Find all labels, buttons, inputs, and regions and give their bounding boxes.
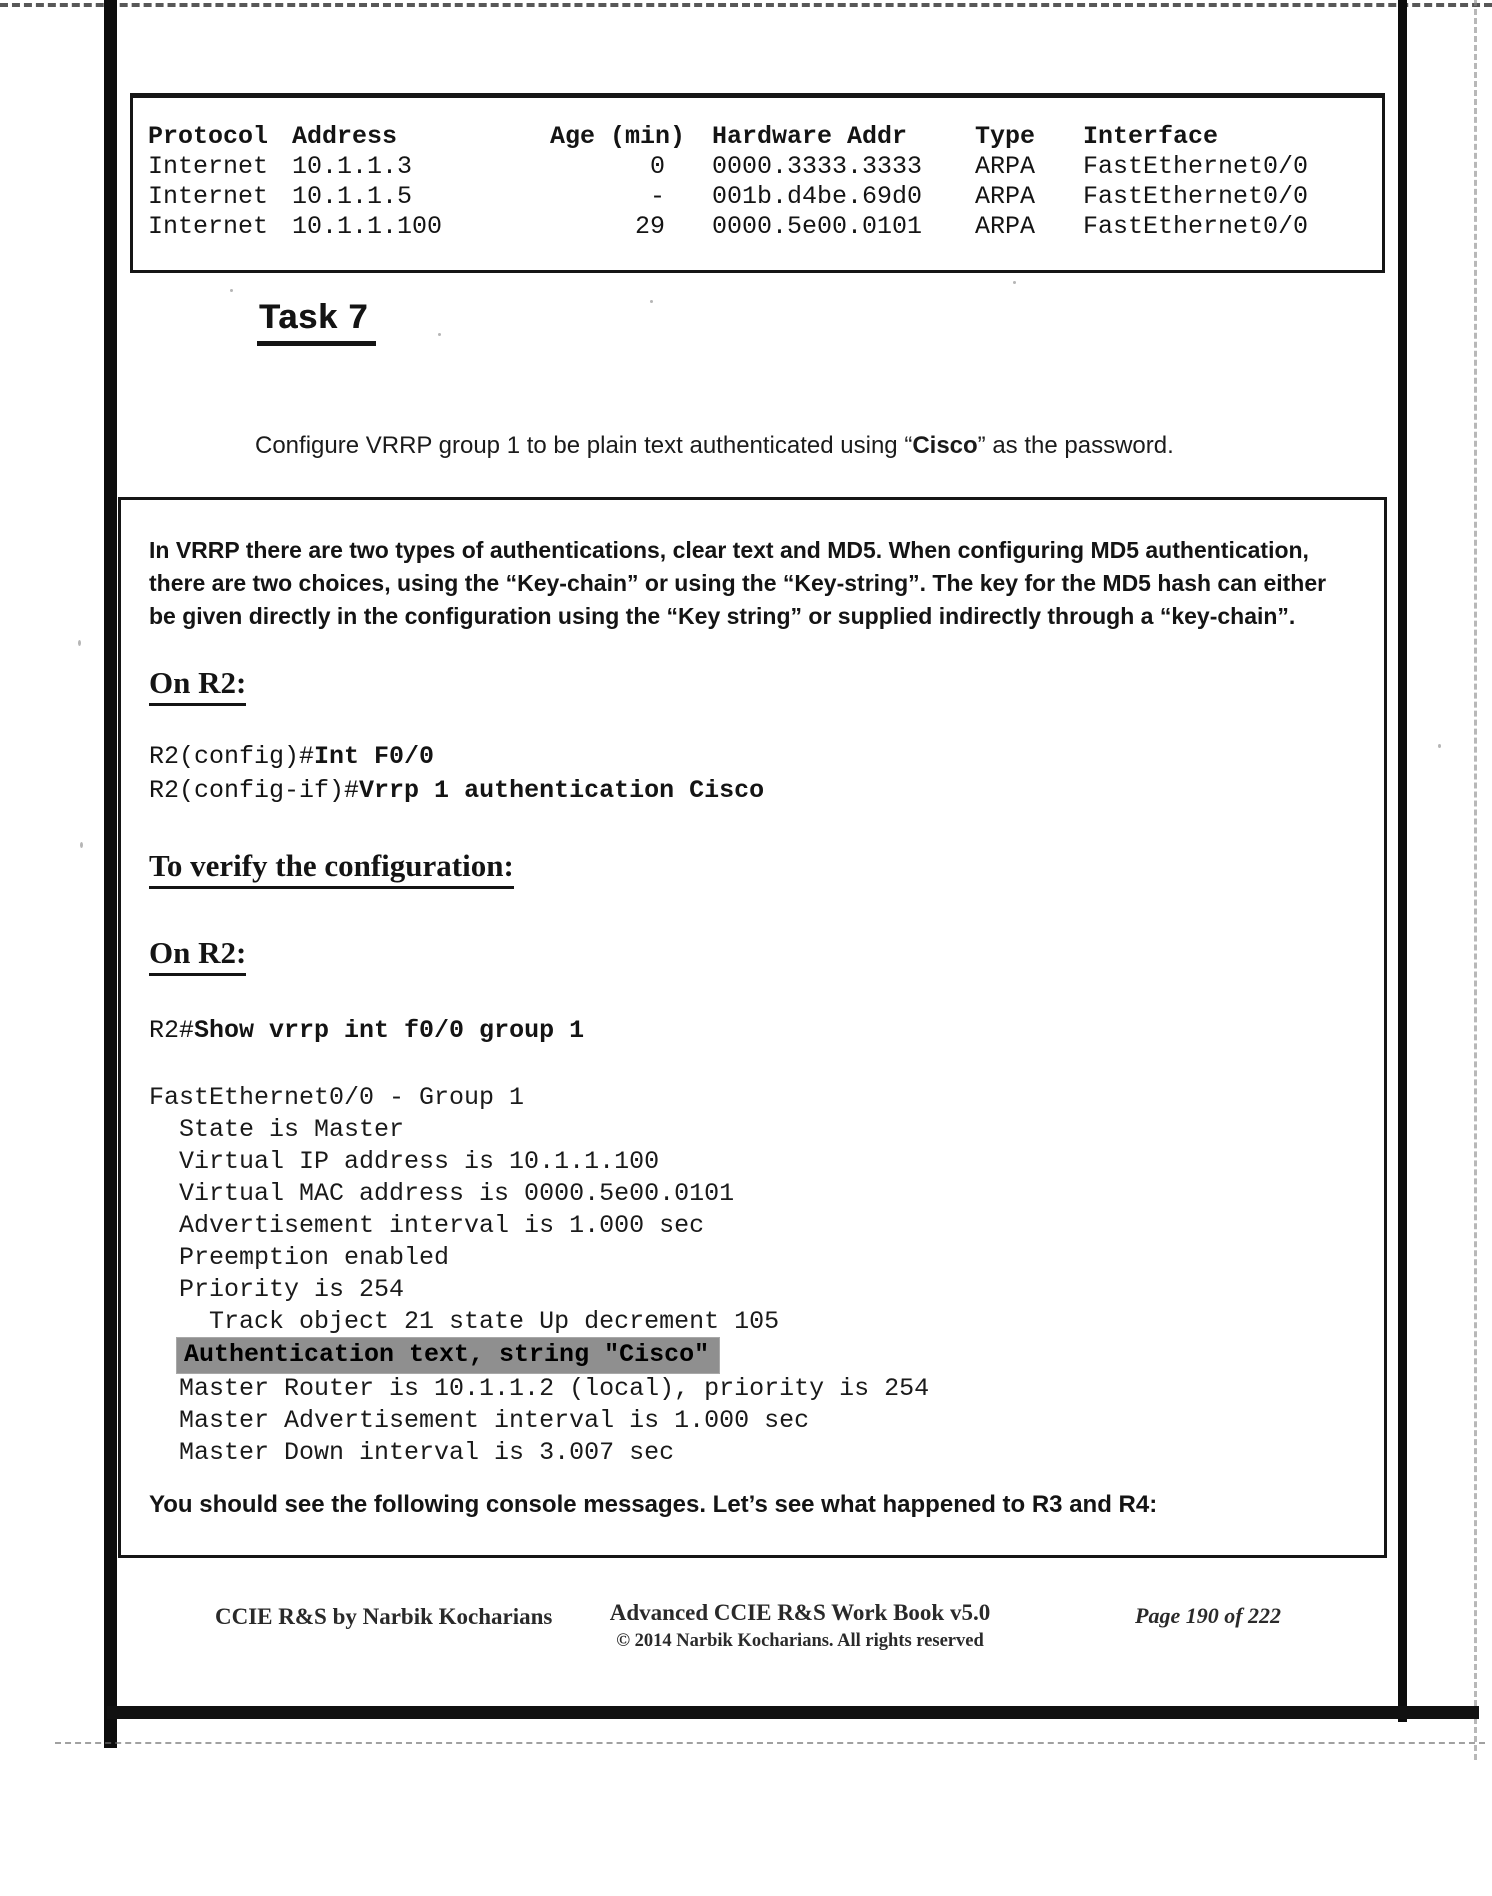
cli-prompt: R2#: [149, 1016, 195, 1045]
table-cell: FastEthernet0/0: [1083, 182, 1309, 211]
footer-book-info: [590, 1600, 1010, 1652]
table-cell: 29: [634, 212, 665, 241]
scan-speckle: [230, 289, 233, 292]
solution-box: [118, 497, 1387, 1558]
section-heading-text: On R2:: [149, 665, 246, 706]
table-cell: 0: [649, 152, 665, 181]
cli-prompt: R2(config-if)#: [149, 776, 360, 805]
output-line: FastEthernet0/0 - Group 1: [149, 1083, 525, 1112]
output-line: Preemption enabled: [149, 1243, 450, 1272]
output-line: Virtual IP address is 10.1.1.100: [149, 1147, 660, 1176]
show-vrrp-output: [149, 1082, 1354, 1469]
config-commands: [149, 740, 1354, 808]
task-description-text: Configure VRRP group 1 to be plain text authenticated using “: [255, 432, 913, 459]
cli-command: Vrrp 1 authentication Cisco: [359, 776, 765, 805]
code-line: [149, 740, 1354, 774]
output-line: [149, 1338, 1354, 1373]
output-line: Track object 21 state Up decrement 105: [149, 1307, 780, 1336]
footer-copyright: © 2014 Narbik Kocharians. All rights reserved: [616, 1631, 984, 1651]
show-command: [149, 1014, 1354, 1048]
section-heading-text: On R2:: [149, 935, 246, 976]
task-description: [255, 432, 1355, 460]
output-line: Master Down interval is 3.007 sec: [149, 1438, 675, 1467]
table-cell: 10.1.1.100: [292, 212, 443, 241]
output-line: Priority is 254: [149, 1275, 405, 1304]
highlighted-output-line: Authentication text, string "Cisco": [177, 1338, 719, 1373]
table-cell: 0000.5e00.0101: [712, 212, 923, 241]
code-line: [149, 774, 1354, 808]
header-cell: Hardware Addr: [712, 122, 908, 151]
footer-author: CCIE R&S by Narbik Kocharians: [215, 1604, 553, 1629]
output-line: Advertisement interval is 1.000 sec: [149, 1211, 705, 1240]
header-cell: Address: [292, 122, 398, 151]
scan-speckle: [78, 640, 81, 646]
output-line: State is Master: [149, 1115, 405, 1144]
table-cell: 001b.d4be.69d0: [712, 182, 923, 211]
cli-command: Show vrrp int f0/0 group 1: [194, 1016, 585, 1045]
table-cell: ARPA: [975, 182, 1036, 211]
table-cell: 10.1.1.3: [292, 152, 413, 181]
output-line: Master Router is 10.1.1.2 (local), priority is 254: [149, 1374, 930, 1403]
explanation-paragraph: In VRRP there are two types of authentications, clear text and MD5. When configuring MD5 authentication, there are two choices, using the “Key-chain” or using the “Key-string”. The key for the MD5 hash can either be given directly in the configuration using the “Key string” or supplied indirectly through a “key-chain”.: [149, 537, 1327, 629]
closing-note: You should see the following console messages. Let’s see what happened to R3 and R4:: [149, 1491, 1158, 1518]
cli-prompt: R2(config)#: [149, 742, 315, 771]
table-cell: 10.1.1.5: [292, 182, 413, 211]
table-cell: Internet: [148, 182, 269, 211]
page-border-left: [104, 0, 117, 1748]
table-cell: Internet: [148, 152, 269, 181]
cli-command: Int F0/0: [314, 742, 435, 771]
section-heading-on-r2-2: [149, 935, 1354, 976]
table-cell: ARPA: [975, 212, 1036, 241]
table-cell: -: [649, 182, 665, 211]
table-cell: ARPA: [975, 152, 1036, 181]
table-cell: FastEthernet0/0: [1083, 152, 1309, 181]
header-cell: Age (min): [549, 122, 685, 151]
arp-table-box: [130, 93, 1385, 273]
task-heading: Task 7: [257, 298, 376, 346]
arp-table: [148, 122, 1372, 242]
header-cell: Interface: [1083, 122, 1219, 151]
output-line: Virtual MAC address is 0000.5e00.0101: [149, 1179, 735, 1208]
scan-speckle: [438, 333, 441, 336]
footer-book-title: Advanced CCIE R&S Work Book v5.0: [609, 1600, 991, 1625]
header-cell: Protocol: [148, 122, 269, 151]
section-heading-verify: [149, 848, 1354, 889]
task-description-suffix: ” as the password.: [977, 432, 1174, 459]
table-cell: Internet: [148, 212, 269, 241]
table-cell: FastEthernet0/0: [1083, 212, 1309, 241]
scan-speckle: [80, 842, 83, 848]
output-line: Master Advertisement interval is 1.000 sec: [149, 1406, 810, 1435]
footer-page-number: Page 190 of 222: [1135, 1603, 1282, 1628]
scan-speckle: [1013, 281, 1016, 284]
page-border-right: [1398, 0, 1407, 1722]
scan-bottom-edge-line: [55, 1742, 1485, 1744]
scan-speckle: [1438, 744, 1441, 748]
code-line: [149, 1014, 1354, 1048]
section-heading-text: To verify the configuration:: [149, 848, 514, 889]
scan-top-edge-line: [0, 3, 1492, 7]
page-border-bottom: [107, 1706, 1479, 1719]
scan-speckle: [650, 300, 653, 303]
header-cell: Type: [975, 122, 1036, 151]
table-cell: 0000.3333.3333: [712, 152, 923, 181]
task-password-emphasis: Cisco: [912, 432, 978, 459]
scan-right-edge-line: [1474, 0, 1477, 1760]
section-heading-on-r2: [149, 665, 1354, 706]
